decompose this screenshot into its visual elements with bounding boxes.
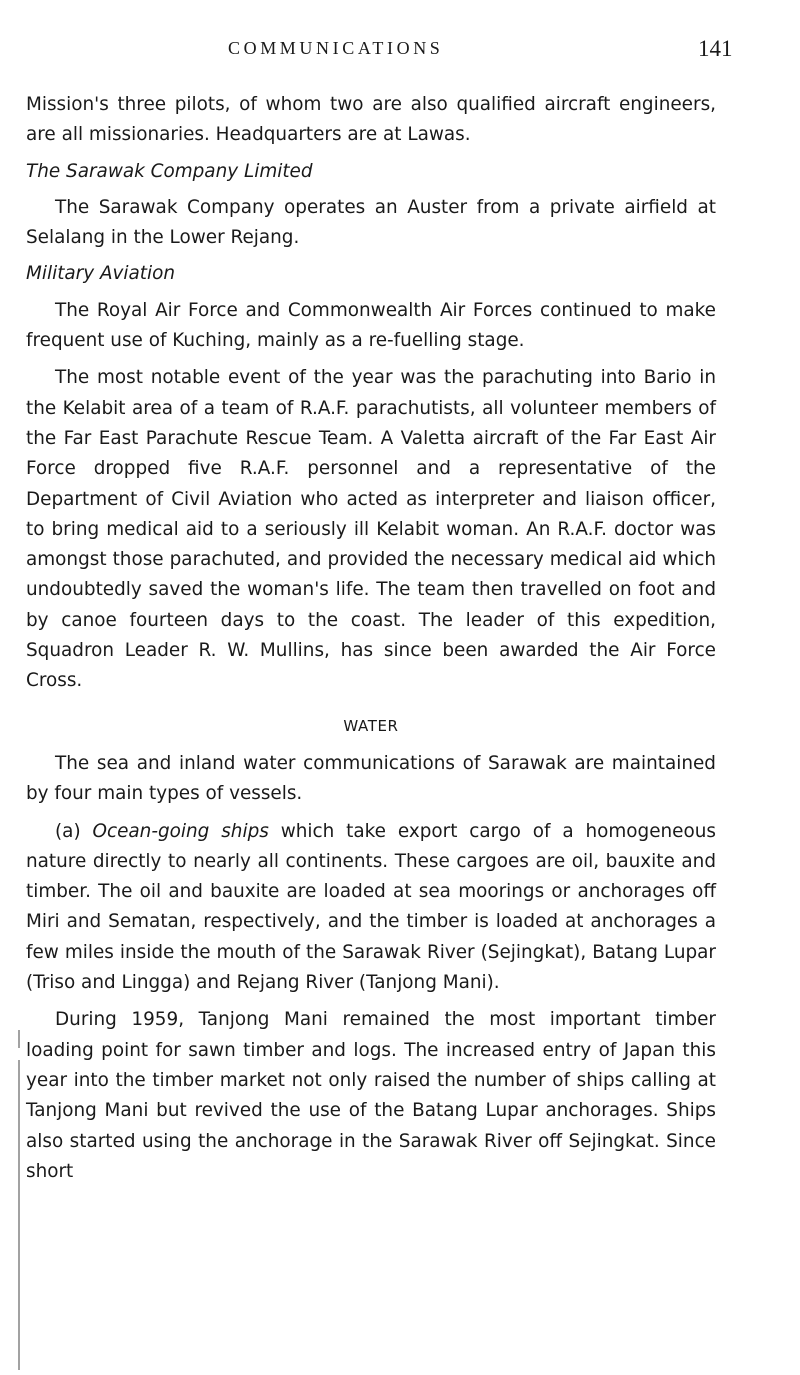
section-heading-water: WATER bbox=[343, 716, 399, 735]
paragraph-tanjong-mani: During 1959, Tanjong Mani remained the most important timber loading point for sawn timber and logs. The increased entry of Japan this year into the timber market not only raised the number of ships calling at Tanjong Mani but revived the use of the Batang Lupar anchorages. Ships also started using the anchorage in the Sarawak River off Sejingkat. Since short bbox=[26, 1009, 716, 1182]
paragraph-sarawak-company: The Sarawak Company operates an Auster from a private airfield at Selalang in the Lower Rejang. bbox=[26, 196, 716, 249]
list-term: Ocean-going ships bbox=[92, 820, 269, 842]
paragraph-mission-pilots: Mission's three pilots, of whom two are also qualified aircraft engineers, are all missionaries. Headquarters are at Lawas. bbox=[26, 94, 716, 146]
list-text: which take export cargo of a homogeneous nature directly to nearly all continents. These cargoes are oil, bauxite and timber. The oil and bauxite are loaded at sea moorings or anchorages off Miri and Sematan, respectively, and the timber is loaded at anchorages a few miles inside the mouth of the Sarawak River (Sejingkat), Batang Lupar (Triso and Lingga) and Rejang River (Tanjong Mani). bbox=[26, 820, 716, 994]
list-label: (a) bbox=[55, 820, 81, 842]
running-title: COMMUNICATIONS bbox=[228, 38, 444, 58]
page-number: 141 bbox=[698, 36, 733, 61]
subheading-sarawak-company: The Sarawak Company Limited bbox=[26, 160, 313, 182]
running-header bbox=[0, 32, 800, 62]
subheading-military-aviation: Military Aviation bbox=[26, 263, 176, 285]
paragraph-raf-kuching: The Royal Air Force and Commonwealth Air Forces continued to make frequent use of Kuching, mainly as a re-fuelling stage. bbox=[26, 299, 716, 352]
paragraph-ocean-going-ships bbox=[26, 817, 716, 999]
margin-scan-line bbox=[18, 1060, 20, 1370]
paragraph-water-communications: The sea and inland water communications of Sarawak are maintained by four main types of vessels. bbox=[26, 752, 716, 805]
margin-scan-mark bbox=[18, 1030, 20, 1048]
body-text bbox=[26, 90, 716, 1187]
paragraph-bario-parachuting: The most notable event of the year was the parachuting into Bario in the Kelabit area of a team of R.A.F. parachutists, all volunteer members of the Far East Parachute Rescue Team. A Valetta aircraft of the Far East Air Force dropped five R.A.F. personnel and a representative of the Department of Civil Aviation who acted as interpreter and liaison officer, to bring medical aid to a seriously ill Kelabit woman. An R.A.F. doctor was amongst those parachuted, and provided the necessary medical aid which undoubtedly saved the woman's life. The team then travelled on foot and by canoe fourteen days to the coast. The leader of this expedition, Squadron Leader R. W. Mullins, has since been awarded the Air Force Cross. bbox=[26, 367, 716, 692]
